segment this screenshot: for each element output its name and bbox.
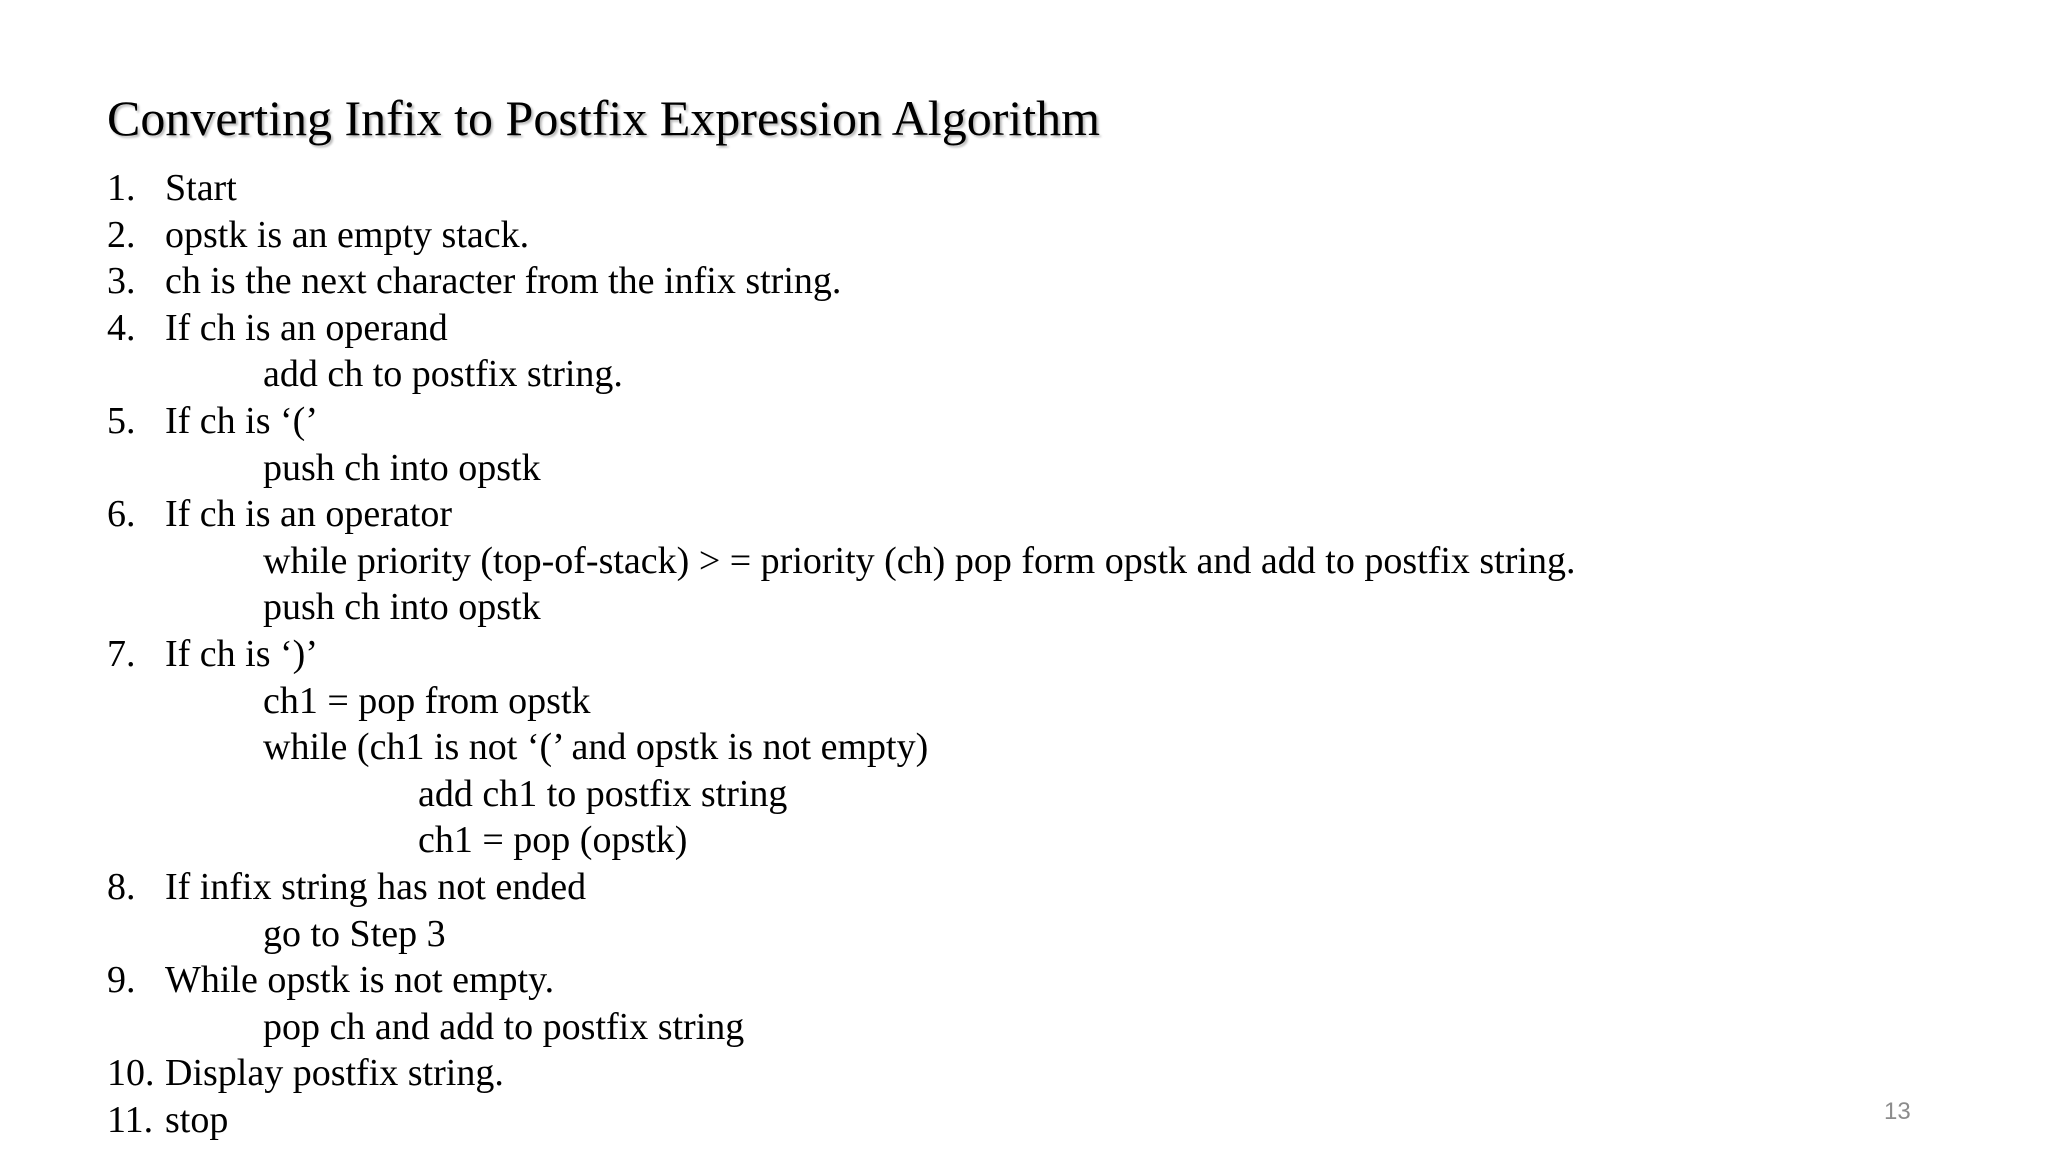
step-text: pop ch and add to postfix string xyxy=(263,1005,745,1048)
step-7-loop-body xyxy=(107,771,1575,818)
step-3 xyxy=(107,258,1575,305)
step-number: 8. xyxy=(107,865,136,908)
algorithm-steps xyxy=(107,165,1575,1143)
step-5 xyxy=(107,398,1575,445)
step-number: 2. xyxy=(107,213,136,256)
step-text: If ch is ‘)’ xyxy=(165,632,318,675)
step-text: While opstk is not empty. xyxy=(165,959,555,1002)
step-9-detail xyxy=(107,1004,1575,1051)
step-text: push ch into opstk xyxy=(263,446,541,489)
step-4 xyxy=(107,305,1575,352)
step-text: If ch is an operator xyxy=(165,493,452,536)
step-number: 3. xyxy=(107,260,136,303)
step-text: ch is the next character from the infix string. xyxy=(165,260,842,303)
step-number: 9. xyxy=(107,959,136,1002)
step-text: ch1 = pop (opstk) xyxy=(418,819,688,862)
step-text: Start xyxy=(165,167,237,209)
page-number: 13 xyxy=(1884,1098,1911,1125)
step-6-detail xyxy=(107,584,1575,631)
step-7-detail xyxy=(107,724,1575,771)
step-number: 10. xyxy=(107,1052,155,1095)
step-text: add ch1 to postfix string xyxy=(418,772,788,815)
step-7 xyxy=(107,631,1575,678)
step-7-loop-body xyxy=(107,817,1575,864)
step-text: while priority (top-of-stack) > = priority (ch) pop form opstk and add to postfix string. xyxy=(263,539,1576,582)
step-11 xyxy=(107,1097,1575,1144)
step-number: 6. xyxy=(107,493,136,536)
step-text: opstk is an empty stack. xyxy=(165,213,530,256)
step-number: 7. xyxy=(107,632,136,675)
step-text: stop xyxy=(165,1098,229,1141)
step-number: 4. xyxy=(107,306,136,349)
step-9 xyxy=(107,957,1575,1004)
step-text: If ch is ‘(’ xyxy=(165,399,318,442)
step-4-detail xyxy=(107,351,1575,398)
step-10 xyxy=(107,1050,1575,1097)
step-number: 5. xyxy=(107,399,136,442)
step-6-detail xyxy=(107,538,1575,585)
step-6 xyxy=(107,491,1575,538)
step-7-detail xyxy=(107,678,1575,725)
step-text: If ch is an operand xyxy=(165,306,448,349)
step-text: Display postfix string. xyxy=(165,1052,504,1095)
step-text: ch1 = pop from opstk xyxy=(263,679,591,722)
step-number: 11. xyxy=(107,1098,154,1141)
step-text: go to Step 3 xyxy=(263,912,446,955)
step-text: push ch into opstk xyxy=(263,586,541,629)
step-8-detail xyxy=(107,911,1575,958)
step-text: If infix string has not ended xyxy=(165,865,587,908)
step-2 xyxy=(107,212,1575,259)
step-text: while (ch1 is not ‘(’ and opstk is not empty) xyxy=(263,726,929,769)
step-5-detail xyxy=(107,445,1575,492)
step-number: 1. xyxy=(107,167,136,209)
step-8 xyxy=(107,864,1575,911)
slide-title: Converting Infix to Postfix Expression Algorithm xyxy=(107,90,1101,146)
step-1 xyxy=(107,165,1575,212)
step-text: add ch to postfix string. xyxy=(263,353,623,396)
